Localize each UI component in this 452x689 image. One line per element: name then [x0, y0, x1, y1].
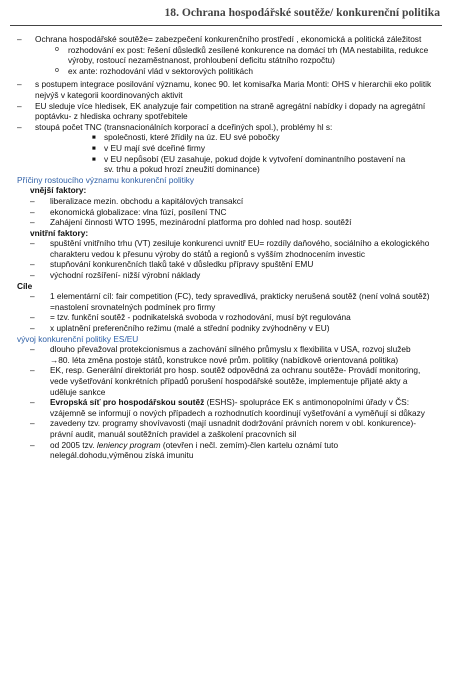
page-title: 18. Ochrana hospodářské soutěže/ konkurenční politika — [164, 6, 440, 19]
square-bullet: ■ — [92, 134, 96, 142]
section-heading-causes: Příčiny rostoucího významu konkurenční politiky — [17, 174, 195, 185]
title-rule — [10, 25, 442, 26]
dash-bullet: – — [30, 259, 35, 270]
dash-bullet: – — [17, 121, 22, 132]
section-heading-development: vývoj konkurenční politiky ES/EU — [17, 333, 139, 344]
dash-bullet: – — [30, 206, 35, 217]
list-item: o ex ante: rozhodování vlád v sektorových politikách — [55, 65, 253, 76]
square-bullet: ■ — [92, 144, 96, 152]
list-item: – x uplatnění preferenčního režimu (malé a střední podniky zvýhodněny v EU) — [30, 323, 330, 334]
dash-bullet: – — [17, 100, 22, 111]
dash-bullet: – — [30, 195, 35, 206]
list-item: – dlouho převažoval protekcionismus a zachování silného průmyslu x flexibilita v USA, rozvoj služeb →80. léta změna postoje států, konstrukce nové prům. politiky (nabídkově orientovaná politika) — [30, 344, 411, 365]
list-item: ■ společnosti, které žřídily na úz. EU své pobočky — [92, 132, 280, 143]
dash-bullet: – — [30, 312, 35, 323]
dash-bullet: – — [17, 34, 22, 44]
list-item: – stupňování konkurenčních tlaků také v důsledku přípravy spuštění EMU — [30, 259, 314, 270]
list-item: – Evropská síť pro hospodářskou soutěž (ESHS)- spolupráce EK s antimonopolními úřady v ČS: vzájemně se informují o nových případech a rozhodnutích koordinují vyšetřování a vyměňují si důkazy — [30, 397, 425, 418]
list-item: – spuštění vnitřního trhu (VT) zesiluje konkurenci uvnitř EU= rozdíly daňového, sociálního a ekologického charakteru vedou k přesunu výroby do států a regionů s vyšším zhodnocením investic — [30, 238, 430, 259]
dash-bullet: – — [30, 439, 35, 450]
document-body — [0, 34, 452, 461]
dash-bullet: – — [30, 397, 35, 408]
list-item: – EU sleduje více hledisek, EK analyzuje fair competition na straně agregátní nabídky i dopady na agregátní poptávku- z hlediska ochrany spotřebitele — [17, 100, 426, 122]
list-item: o rozhodování ex post: řešení důsledků zesílené konkurence na domácí trh (MA nestabilita, redukce výroby, rostoucí nezaměstnanost, prohloubení deficitu státního rozpočtu) — [55, 44, 429, 66]
list-item: – Zahájení činnosti WTO 1995, mezinárodní platforma pro dohled nad hosp. soutěží — [30, 217, 352, 228]
circle-bullet: o — [55, 45, 59, 53]
list-item: – od 2005 tzv. leniency program (otevřen i nečl. zemím)-člen kartelu oznámí tuto nelegál.dohodu,výměnou získá imunitu — [30, 439, 339, 461]
bold-term: Evropská síť pro hospodářskou soutěž — [50, 397, 205, 408]
list-item: – s postupem integrace posilování významu, konec 90. let komisařka Maria Monti: OHS v hierarchii eko politik nejvýš v kategorii koordinovaných aktivit — [17, 79, 432, 100]
dash-bullet: – — [30, 217, 35, 228]
list-item: – ekonomická globalizace: vlna fúzí, posílení TNC — [30, 206, 227, 217]
section-heading-goals: Cíle — [17, 280, 33, 291]
subheading-internal: vnitřní faktory: — [30, 227, 89, 238]
list-item: – EK, resp. Generální direktoriát pro hosp. soutěž odpovědná za ochranu soutěže- Provádí monitoring, vede vyšetřování konkrétních případů porušení hospodářské soutěže, implementuje přijaté akty a uděluje sankce — [30, 365, 421, 397]
list-item: – zavedeny tzv. programy shovívavosti (mají usnadnit dodržování právních norem v obl. konkurence)- právní audit, manuál soutěžních pravidel a zaškolení pracovních sil — [30, 418, 417, 439]
dash-bullet: – — [30, 344, 35, 355]
list-item: – stoupá počet TNC (transnacionálních korporací a dceřiných spol.), problémy hl s: — [17, 121, 333, 132]
list-item: ■ v EU mají své dceřiné firmy — [92, 142, 205, 153]
list-item: – Ochrana hospodářské soutěže= zabezpečení konkurenčního prostředí , ekonomická a politická záležitost — [17, 34, 422, 44]
dash-bullet: – — [30, 291, 35, 302]
subheading-external: vnější faktory: — [30, 185, 87, 196]
square-bullet: ■ — [92, 155, 96, 163]
list-item: – = tzv. funkční soutěž - podnikatelská svoboda v rozhodování, musí být regulována — [30, 312, 351, 323]
dash-bullet: – — [17, 79, 22, 90]
italic-term: leniency program — [96, 439, 161, 450]
dash-bullet: – — [30, 365, 35, 376]
dash-bullet: – — [30, 418, 35, 429]
list-item: – východní rozšíření- nižší výrobní náklady — [30, 270, 201, 281]
dash-bullet: – — [30, 270, 35, 281]
list-item: – liberalizace mezin. obchodu a kapitálových transakcí — [30, 195, 244, 206]
dash-bullet: – — [30, 323, 35, 334]
dash-bullet: – — [30, 238, 35, 249]
list-item: ■ v EU nepůsobí (EU zasahuje, pokud dojde k vytvoření dominantního postavení na sv. trhu a pokud hrozí zneužití dominance) — [92, 153, 406, 175]
circle-bullet: o — [55, 66, 59, 74]
list-item: – 1 elementární cíl: fair competition (FC), tedy spravedlivá, prakticky nerušená soutěž (není volná soutěž) =nastolení srovnatelných podmínek pro firmy — [30, 291, 430, 312]
